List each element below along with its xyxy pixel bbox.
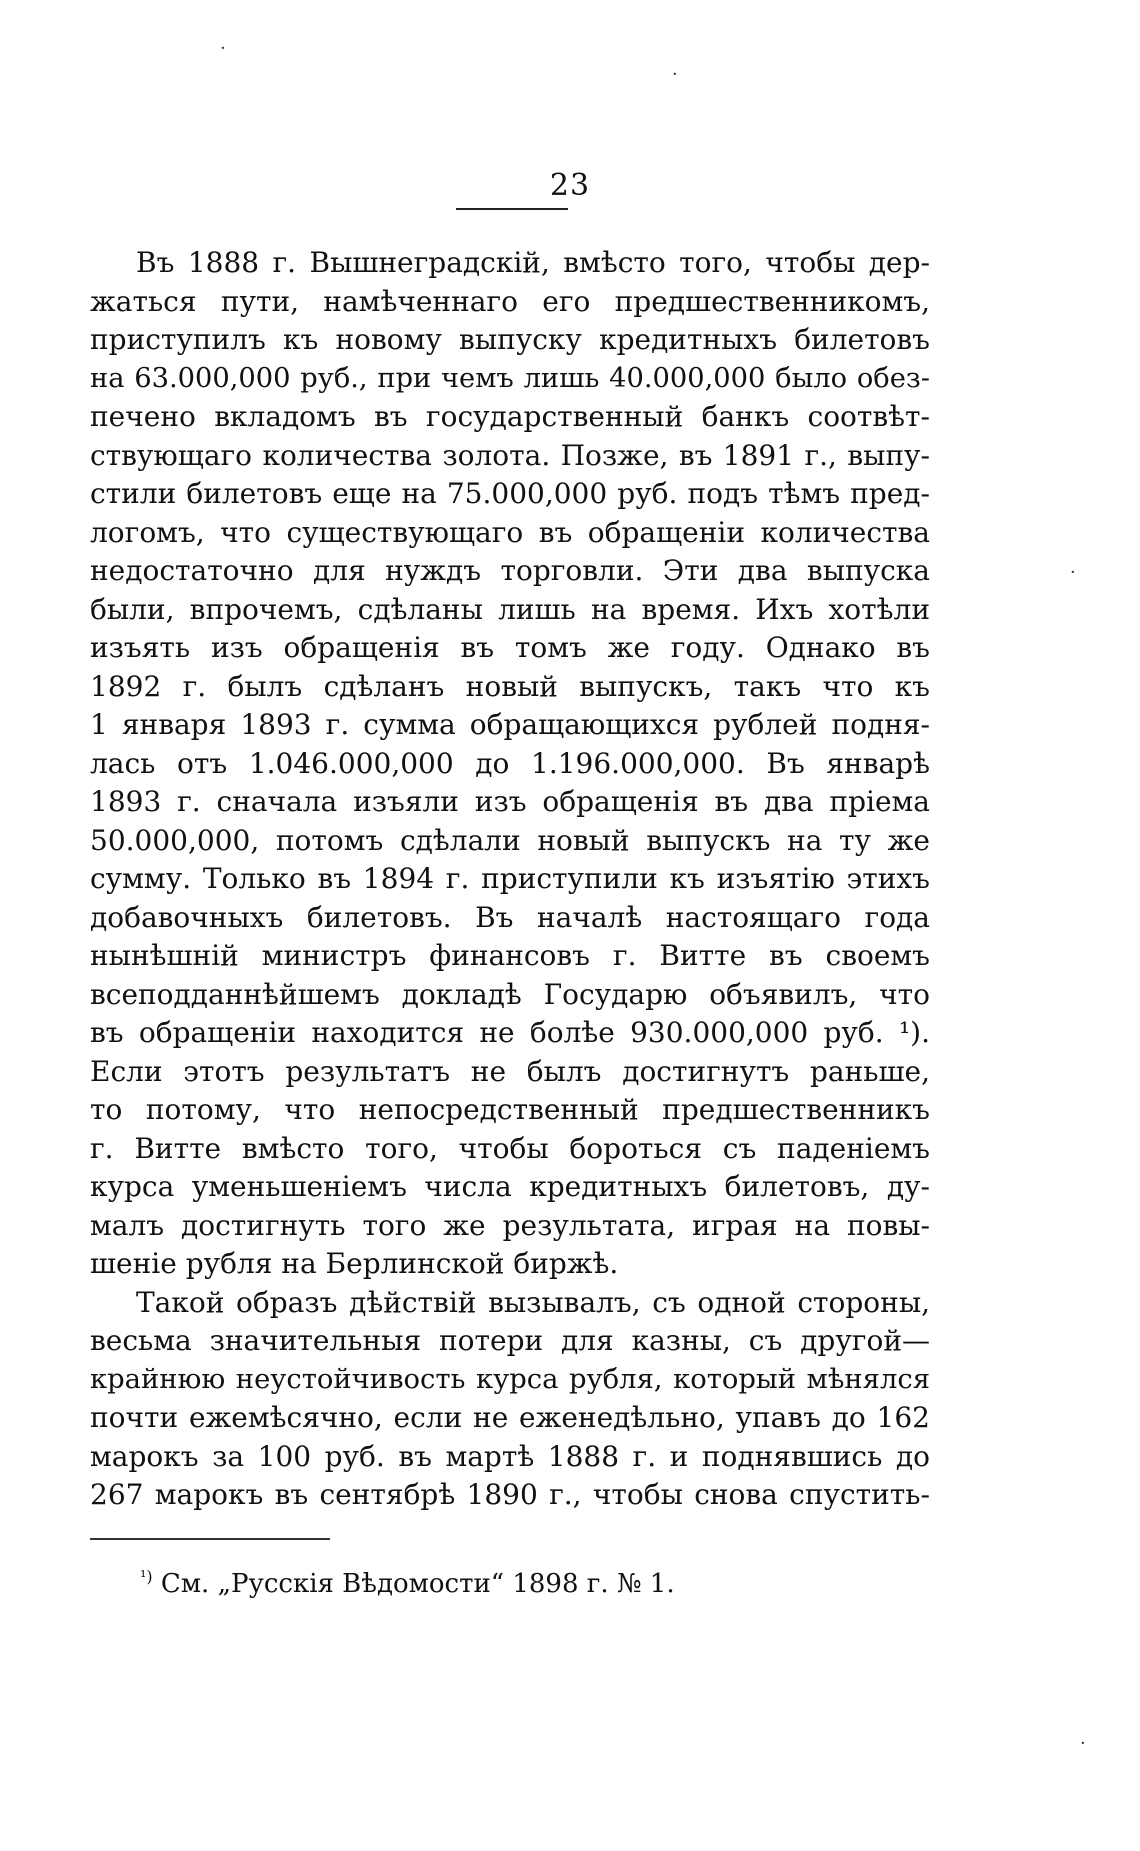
text-line: 267 марокъ въ сентябрѣ 1890 г., чтобы снова спустить- (90, 1478, 930, 1511)
text-line: всеподданнѣйшемъ докладѣ Государю объявилъ, что (90, 977, 930, 1011)
text-line: Если этотъ результатъ не былъ достигнутъ раньше, (90, 1054, 930, 1088)
scan-speck: · (1080, 1733, 1086, 1754)
footnote-marker: ¹) (140, 1567, 153, 1586)
text-line: недостаточно для нуждъ торговли. Эти два выпуска (90, 554, 930, 587)
text-line: крайнюю неустойчивость курса рубля, который мѣнялся (90, 1363, 930, 1395)
text-line: добавочныхъ билетовъ. Въ началѣ настоящаго года (90, 900, 930, 934)
text-line: почти ежемѣсячно, если не еженедѣльно, упавъ до 162 (90, 1401, 930, 1434)
text-line: на 63.000,000 руб., при чемъ лишь 40.000,000 было обез- (90, 362, 930, 394)
scan-speck: · (220, 38, 226, 59)
text-line: Въ 1888 г. Вышнеградскій, вмѣсто того, чтобы дер- (136, 246, 930, 279)
main-text (90, 244, 930, 1515)
text-line: жаться пути, намѣченнаго его предшественникомъ, (90, 284, 930, 318)
text-line: были, впрочемъ, сдѣланы лишь на время. Ихъ хотѣли (90, 592, 930, 626)
text-line: 1 января 1893 г. сумма обращающихся рублей подня- (90, 708, 930, 741)
text-line: то потому, что непосредственный предшественникъ (90, 1093, 930, 1126)
text-line: шеніе рубля на Берлинской биржѣ. (90, 1247, 619, 1280)
paragraph-2 (90, 1284, 930, 1515)
text-line: лась отъ 1.046.000,000 до 1.196.000,000. Въ январѣ (90, 746, 930, 780)
text-line: г. Витте вмѣсто того, чтобы бороться съ паденіемъ (90, 1131, 930, 1165)
text-line: логомъ, что существующаго въ обращеніи количества (90, 515, 930, 549)
text-line: 1893 г. сначала изъяли изъ обращенія въ два пріема (90, 785, 930, 818)
text-line: стили билетовъ еще на 75.000,000 руб. подъ тѣмъ пред- (90, 477, 930, 510)
text-line: приступилъ къ новому выпуску кредитныхъ билетовъ (90, 323, 930, 356)
footnote (140, 1560, 900, 1601)
text-line: весьма значительныя потери для казны, съ другой— (90, 1324, 930, 1357)
page-number: 23 (549, 168, 591, 203)
paragraph-1 (90, 244, 930, 1284)
footnote-text: См. „Русскія Вѣдомости“ 1898 г. № 1. (152, 1569, 675, 1599)
text-line: Такой образъ дѣйствій вызывалъ, съ одной стороны, (136, 1285, 930, 1319)
text-line: сумму. Только въ 1894 г. приступили къ изъятію этихъ (90, 862, 930, 895)
scan-speck: · (672, 64, 678, 85)
scan-speck: · (1070, 562, 1076, 583)
text-line: малъ достигнуть того же результата, играя на повы- (90, 1208, 930, 1242)
text-line: нынѣшній министръ финансовъ г. Витте въ своемъ (90, 939, 930, 972)
text-line: марокъ за 100 руб. въ мартѣ 1888 г. и поднявшись до (90, 1439, 930, 1473)
text-line: печено вкладомъ въ государственный банкъ соотвѣт- (90, 400, 930, 433)
text-line: курса уменьшеніемъ числа кредитныхъ билетовъ, ду- (90, 1170, 930, 1203)
text-line: 50.000,000, потомъ сдѣлали новый выпускъ на ту же (90, 823, 930, 857)
text-line: ствующаго количества золота. Позже, въ 1891 г., выпу- (90, 438, 930, 472)
text-line: въ обращеніи находится не болѣе 930.000,000 руб. ¹). (90, 1016, 930, 1049)
footnote-separator (90, 1538, 330, 1540)
text-line: 1892 г. былъ сдѣланъ новый выпускъ, такъ что къ (90, 669, 930, 703)
text-line: изъять изъ обращенія въ томъ же году. Однако въ (90, 631, 930, 664)
page-number-underline (456, 208, 568, 210)
